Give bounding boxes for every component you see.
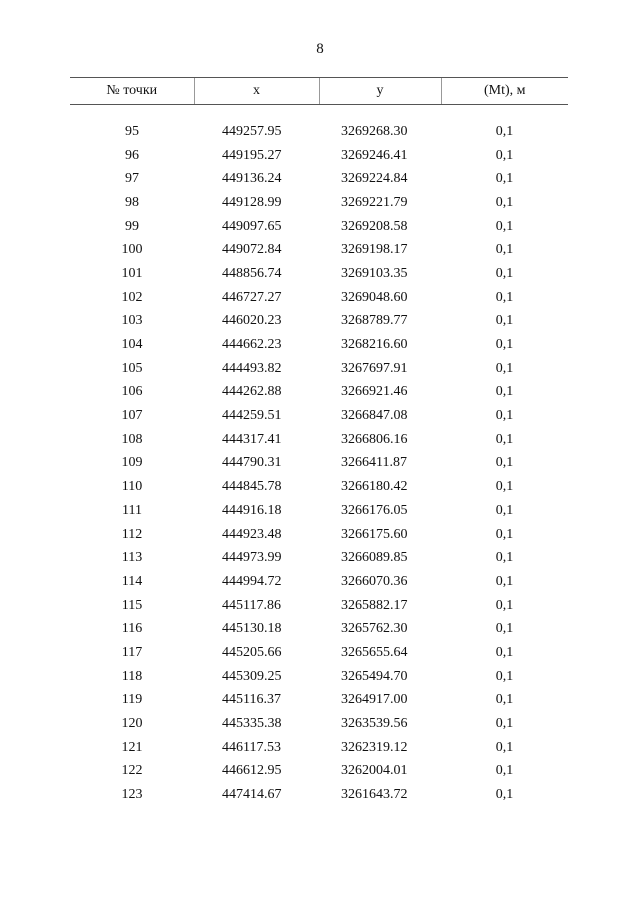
mt-cell: 0,1	[495, 502, 514, 518]
table-row	[70, 712, 568, 736]
point-number-cell: 107	[121, 408, 143, 424]
table-row	[70, 475, 568, 499]
table-row	[70, 286, 568, 310]
mt-cell: 0,1	[495, 621, 514, 637]
point-number-cell: 121	[121, 739, 143, 755]
y-cell: 3269048.60	[341, 289, 408, 305]
y-cell: 3269103.35	[341, 265, 408, 281]
point-number-cell: 116	[121, 621, 143, 637]
table-row	[70, 333, 568, 357]
table-header	[70, 78, 568, 105]
mt-cell: 0,1	[495, 644, 514, 660]
y-cell: 3267697.91	[341, 360, 408, 376]
y-cell: 3262319.12	[341, 739, 408, 755]
table-row	[70, 617, 568, 641]
point-number-cell: 98	[125, 194, 139, 210]
mt-cell: 0,1	[495, 289, 514, 305]
table-row	[70, 452, 568, 476]
table-row	[70, 310, 568, 334]
table-row	[70, 428, 568, 452]
x-cell: 444916.18	[222, 502, 282, 518]
y-cell: 3266921.46	[341, 384, 408, 400]
x-cell: 445205.66	[222, 644, 282, 660]
point-number-cell: 119	[121, 692, 143, 708]
table-row	[70, 191, 568, 215]
header-x: x	[194, 78, 319, 105]
table-row	[70, 594, 568, 618]
header-row	[70, 78, 568, 105]
mt-cell: 0,1	[495, 668, 514, 684]
header-spacer	[70, 105, 568, 121]
x-cell: 447414.67	[222, 787, 282, 803]
y-cell: 3266175.60	[341, 526, 408, 542]
y-cell: 3268789.77	[341, 313, 408, 329]
point-number-cell: 112	[121, 526, 143, 542]
point-number-cell: 109	[121, 455, 143, 471]
x-cell: 449097.65	[222, 218, 282, 234]
x-cell: 444845.78	[222, 479, 282, 495]
mt-cell: 0,1	[495, 360, 514, 376]
y-cell: 3265882.17	[341, 597, 408, 613]
table-row	[70, 262, 568, 286]
y-cell: 3266180.42	[341, 479, 408, 495]
y-cell: 3266806.16	[341, 431, 408, 447]
point-number-cell: 115	[121, 597, 143, 613]
table-row	[70, 783, 568, 807]
header-point-number: № точки	[70, 78, 194, 105]
mt-cell: 0,1	[495, 716, 514, 732]
point-number-cell: 96	[125, 147, 139, 163]
x-cell: 444994.72	[222, 573, 282, 589]
table-row	[70, 215, 568, 239]
x-cell: 444259.51	[222, 408, 282, 424]
table-row	[70, 523, 568, 547]
mt-cell: 0,1	[495, 337, 514, 353]
table-row	[70, 736, 568, 760]
y-cell: 3265655.64	[341, 644, 408, 660]
mt-cell: 0,1	[495, 479, 514, 495]
y-cell: 3266176.05	[341, 502, 408, 518]
mt-cell: 0,1	[495, 597, 514, 613]
point-number-cell: 110	[121, 479, 143, 495]
x-cell: 449195.27	[222, 147, 282, 163]
x-cell: 444262.88	[222, 384, 282, 400]
x-cell: 444790.31	[222, 455, 282, 471]
table-row	[70, 499, 568, 523]
coordinates-table	[70, 77, 568, 807]
mt-cell: 0,1	[495, 384, 514, 400]
header-mt-error: (Mt), м	[441, 78, 568, 105]
header-y: y	[319, 78, 441, 105]
y-cell: 3266070.36	[341, 573, 408, 589]
mt-cell: 0,1	[495, 739, 514, 755]
mt-cell: 0,1	[495, 242, 514, 258]
y-cell: 3262004.01	[341, 763, 408, 779]
x-cell: 445309.25	[222, 668, 282, 684]
mt-cell: 0,1	[495, 265, 514, 281]
x-cell: 445117.86	[222, 597, 281, 613]
x-cell: 446020.23	[222, 313, 282, 329]
table-row	[70, 641, 568, 665]
y-cell: 3265494.70	[341, 668, 408, 684]
x-cell: 444923.48	[222, 526, 282, 542]
point-number-cell: 113	[121, 550, 143, 566]
table-row	[70, 760, 568, 784]
table-row	[70, 144, 568, 168]
point-number-cell: 114	[121, 573, 143, 589]
point-number-cell: 111	[122, 502, 142, 518]
table-body	[70, 105, 568, 807]
page-number: 8	[316, 41, 324, 57]
mt-cell: 0,1	[495, 171, 514, 187]
mt-cell: 0,1	[495, 218, 514, 234]
y-cell: 3263539.56	[341, 716, 408, 732]
table-row	[70, 689, 568, 713]
y-cell: 3268216.60	[341, 337, 408, 353]
y-cell: 3269224.84	[341, 171, 408, 187]
point-number-cell: 102	[121, 289, 143, 305]
y-cell: 3269268.30	[341, 123, 408, 139]
y-cell: 3269198.17	[341, 242, 408, 258]
x-cell: 449257.95	[222, 123, 282, 139]
point-number-cell: 118	[121, 668, 143, 684]
point-number-cell: 108	[121, 431, 143, 447]
x-cell: 449128.99	[222, 194, 282, 210]
x-cell: 445335.38	[222, 716, 282, 732]
x-cell: 445130.18	[222, 621, 282, 637]
table-row	[70, 404, 568, 428]
mt-cell: 0,1	[495, 692, 514, 708]
mt-cell: 0,1	[495, 194, 514, 210]
y-cell: 3266847.08	[341, 408, 408, 424]
x-cell: 444493.82	[222, 360, 282, 376]
point-number-cell: 95	[125, 123, 139, 139]
x-cell: 444662.23	[222, 337, 282, 353]
x-cell: 446612.95	[222, 763, 282, 779]
y-cell: 3261643.72	[341, 787, 408, 803]
mt-cell: 0,1	[495, 550, 514, 566]
x-cell: 446727.27	[222, 289, 282, 305]
mt-cell: 0,1	[495, 431, 514, 447]
table-row	[70, 665, 568, 689]
point-number-cell: 117	[121, 644, 143, 660]
x-cell: 445116.37	[222, 692, 281, 708]
x-cell: 444317.41	[222, 431, 282, 447]
table-row	[70, 570, 568, 594]
y-cell: 3265762.30	[341, 621, 408, 637]
y-cell: 3266089.85	[341, 550, 408, 566]
x-cell: 444973.99	[222, 550, 282, 566]
mt-cell: 0,1	[495, 573, 514, 589]
table-row	[70, 120, 568, 144]
y-cell: 3269221.79	[341, 194, 408, 210]
table-row	[70, 238, 568, 262]
point-number-cell: 103	[121, 313, 143, 329]
y-cell: 3269246.41	[341, 147, 408, 163]
point-number-cell: 105	[121, 360, 143, 376]
mt-cell: 0,1	[495, 313, 514, 329]
x-cell: 446117.53	[222, 739, 281, 755]
point-number-cell: 120	[121, 716, 143, 732]
point-number-cell: 97	[125, 171, 139, 187]
point-number-cell: 104	[121, 337, 143, 353]
table-row	[70, 381, 568, 405]
mt-cell: 0,1	[495, 147, 514, 163]
point-number-cell: 101	[121, 265, 143, 281]
y-cell: 3264917.00	[341, 692, 408, 708]
x-cell: 449136.24	[222, 171, 282, 187]
table-row	[70, 546, 568, 570]
mt-cell: 0,1	[495, 123, 514, 139]
x-cell: 449072.84	[222, 242, 282, 258]
table-row	[70, 357, 568, 381]
mt-cell: 0,1	[495, 763, 514, 779]
x-cell: 448856.74	[222, 265, 282, 281]
mt-cell: 0,1	[495, 408, 514, 424]
table-row	[70, 167, 568, 191]
point-number-cell: 100	[121, 242, 143, 258]
mt-cell: 0,1	[495, 526, 514, 542]
mt-cell: 0,1	[495, 455, 514, 471]
y-cell: 3269208.58	[341, 218, 408, 234]
point-number-cell: 122	[121, 763, 143, 779]
point-number-cell: 106	[121, 384, 143, 400]
point-number-cell: 99	[125, 218, 139, 234]
y-cell: 3266411.87	[341, 455, 407, 471]
point-number-cell: 123	[121, 787, 143, 803]
mt-cell: 0,1	[495, 787, 514, 803]
